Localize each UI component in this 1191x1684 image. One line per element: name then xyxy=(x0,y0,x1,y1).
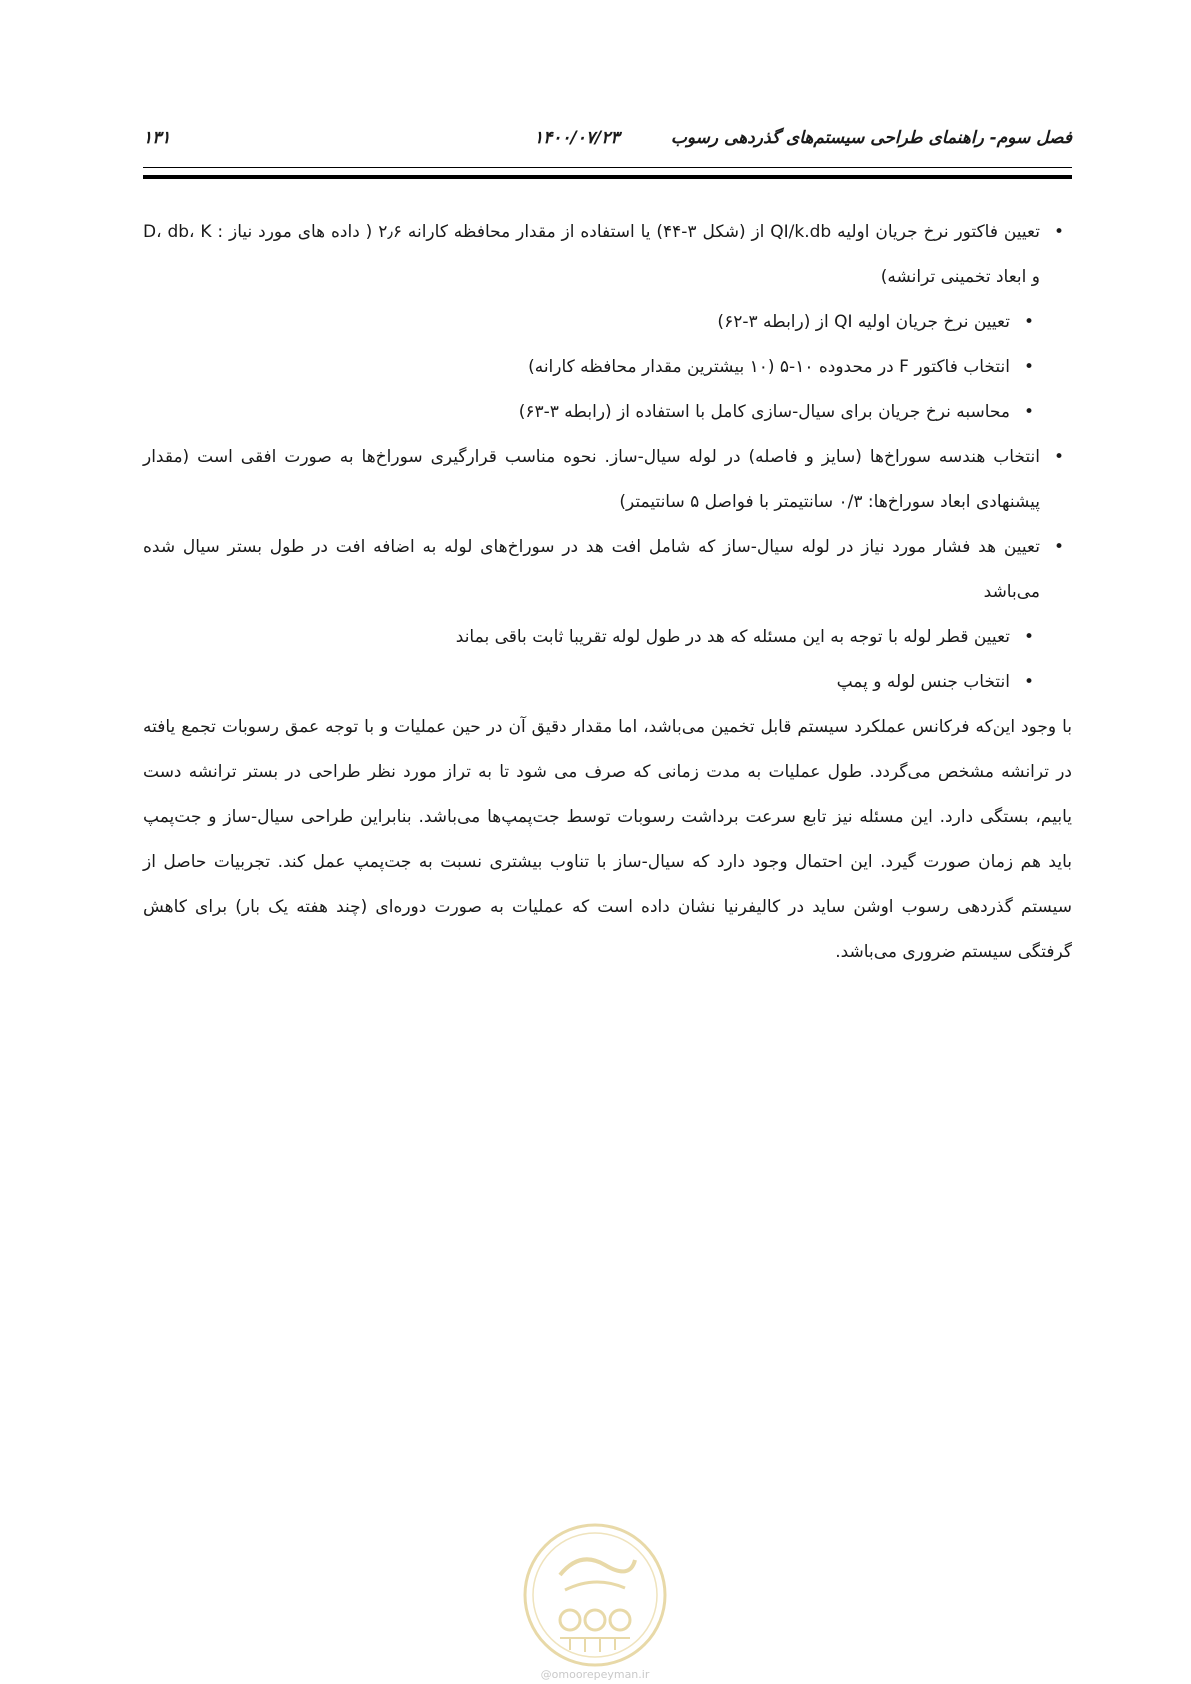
list-item: • انتخاب جنس لوله و پمپ xyxy=(143,660,1072,705)
list-item: • تعیین قطر لوله با توجه به این مسئله که هد در طول لوله تقریبا ثابت باقی بماند xyxy=(143,615,1072,660)
header-rule-thick xyxy=(143,175,1072,179)
list-item: • انتخاب فاکتور F در محدوده ۱۰-۵ (۱۰ بیشترین مقدار محافظه کارانه) xyxy=(143,345,1072,390)
list-item: • تعیین فاکتور نرخ جریان اولیه QI/k.db از (شکل ۳-۴۴) یا استفاده از مقدار محافظه کارانه ۲٫۶ ( داده های مورد نیاز : D، db، K و ابعاد تخمینی ترانشه) xyxy=(143,210,1072,300)
page-number: ۱۳۱ xyxy=(143,128,171,148)
list-item: • تعیین نرخ جریان اولیه QI از (رابطه ۳-۶۲) xyxy=(143,300,1072,345)
chapter-title: فصل سوم- راهنمای طراحی سیستم‌های گذردهی رسوب xyxy=(670,128,1072,148)
page-header xyxy=(143,128,1072,158)
watermark-logo xyxy=(520,1520,670,1670)
list-item: • انتخاب هندسه سوراخ‌ها (سایز و فاصله) در لوله سیال-ساز. نحوه مناسب قرارگیری سوراخ‌ها به صورت افقی است (مقدار پیشنهادی ابعاد سوراخ‌ها: ۰/۳ سانتیمتر با فواصل ۵ سانتیمتر) xyxy=(143,435,1072,525)
header-date: ۱۴۰۰/۰۷/۲۳ xyxy=(534,128,620,148)
body-paragraph: با وجود این‌که فرکانس عملکرد سیستم قابل تخمین می‌باشد، اما مقدار دقیق آن در حین عملیات و با توجه عمق رسوبات تجمع یافته در ترانشه مشخص می‌گردد. طول عملیات به مدت زمانی که صرف می شود تا به تراز مورد نظر طراحی در بستر ترانشه دست یابیم، بستگی دارد. این مسئله نیز تابع سرعت برداشت رسوبات توسط جت‌پمپ‌ها می‌باشد. بنابراین طراحی سیال-ساز و جت‌پمپ باید هم زمان صورت گیرد. این احتمال وجود دارد که سیال-ساز با تناوب بیشتری نسبت به جت‌پمپ عمل کند. تجربیات حاصل از سیستم گذردهی رسوب اوشن ساید در کالیفرنیا نشان داده است که عملیات به صورت دوره‌ای (چند هفته یک بار) برای کاهش گرفتگی سیستم ضروری می‌باشد. xyxy=(143,717,1072,962)
bullet-list xyxy=(143,210,1072,705)
header-rule-thin xyxy=(143,167,1072,168)
page-body xyxy=(143,210,1072,975)
list-item: • تعیین هد فشار مورد نیاز در لوله سیال-ساز که شامل افت هد در سوراخ‌های لوله به اضافه افت در طول بستر سیال شده می‌باشد xyxy=(143,525,1072,615)
watermark-caption: @omoorepeyman.ir xyxy=(540,1668,650,1681)
list-item: • محاسبه نرخ جریان برای سیال-سازی کامل با استفاده از (رابطه ۳-۶۳) xyxy=(143,390,1072,435)
